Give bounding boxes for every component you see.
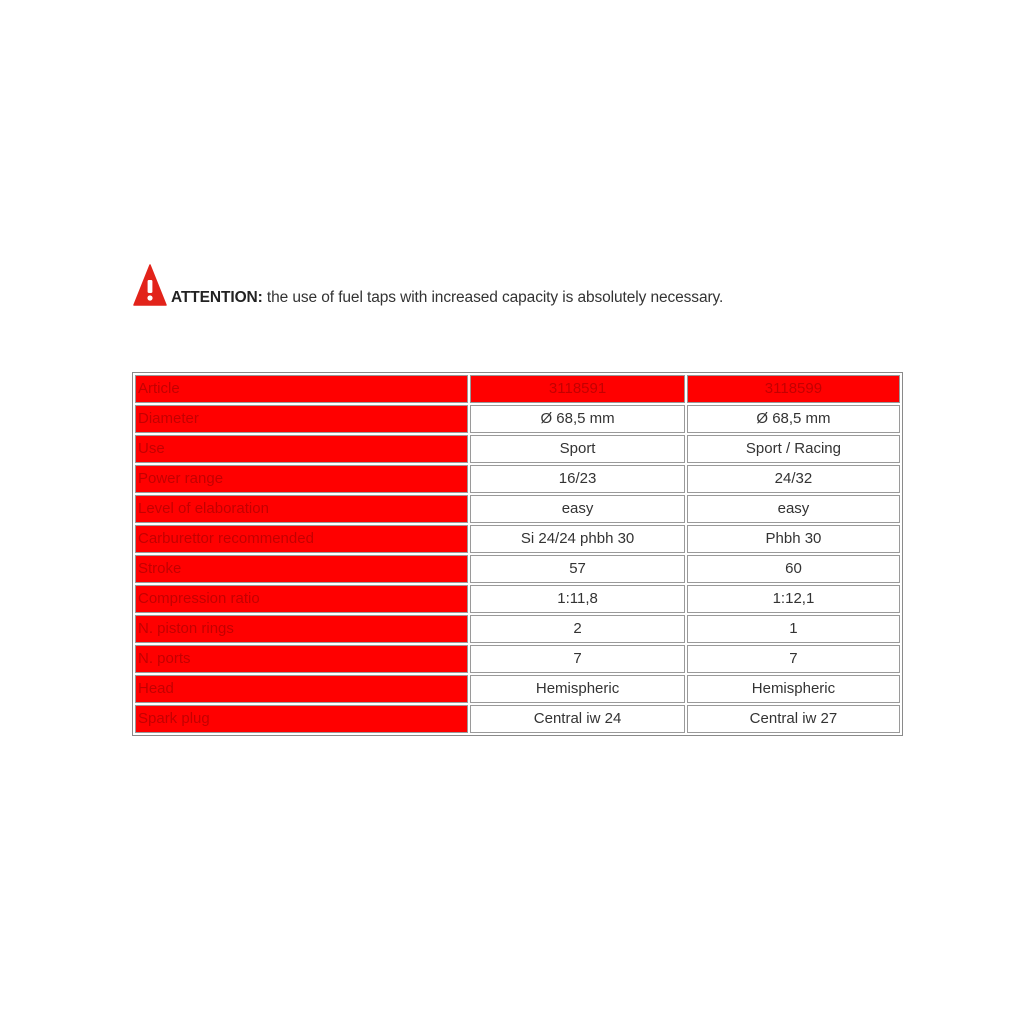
spec-table (132, 372, 903, 736)
warning-triangle-icon (133, 264, 167, 306)
row-value-cell-1: 16/23 (470, 465, 685, 493)
row-label-cell: N. ports (135, 645, 468, 673)
row-label-cell: Spark plug (135, 705, 468, 733)
attention-label: ATTENTION: (171, 288, 263, 306)
attention-message: the use of fuel taps with increased capacity is absolutely necessary. (262, 288, 724, 306)
row-value-cell-1: 1:11,8 (470, 585, 685, 613)
table-row (135, 675, 900, 703)
row-value-cell-1: 2 (470, 615, 685, 643)
table-row (135, 525, 900, 553)
row-value-cell-2: 24/32 (687, 465, 900, 493)
table-row (135, 495, 900, 523)
row-value-cell-2: 60 (687, 555, 900, 583)
table-row (135, 705, 900, 733)
table-row (135, 435, 900, 463)
row-value-cell-2: 1:12,1 (687, 585, 900, 613)
row-value-cell-2: Ø 68,5 mm (687, 405, 900, 433)
row-value-cell-2: easy (687, 495, 900, 523)
row-label-cell: Stroke (135, 555, 468, 583)
table-row (135, 615, 900, 643)
row-value-cell-1: Central iw 24 (470, 705, 685, 733)
row-label-cell: Level of elaboration (135, 495, 468, 523)
row-value-cell-2: Central iw 27 (687, 705, 900, 733)
row-value-cell-2: 1 (687, 615, 900, 643)
row-value-cell-1: Sport (470, 435, 685, 463)
table-row (135, 405, 900, 433)
attention-notice (133, 262, 723, 306)
header-label-cell: Article (135, 375, 468, 403)
row-label-cell: Power range (135, 465, 468, 493)
row-label-cell: Diameter (135, 405, 468, 433)
attention-text (171, 290, 723, 307)
row-label-cell: Compression ratio (135, 585, 468, 613)
row-value-cell-2: Sport / Racing (687, 435, 900, 463)
row-value-cell-1: Ø 68,5 mm (470, 405, 685, 433)
row-value-cell-1: 57 (470, 555, 685, 583)
header-article-3118591: 3118591 (470, 375, 685, 403)
table-row (135, 645, 900, 673)
row-value-cell-2: 7 (687, 645, 900, 673)
spec-table-body (135, 375, 900, 733)
header-article-3118599: 3118599 (687, 375, 900, 403)
table-row (135, 585, 900, 613)
row-label-cell: N. piston rings (135, 615, 468, 643)
row-value-cell-1: Hemispheric (470, 675, 685, 703)
row-label-cell: Head (135, 675, 468, 703)
table-header-row (135, 375, 900, 403)
row-value-cell-2: Phbh 30 (687, 525, 900, 553)
row-value-cell-1: Si 24/24 phbh 30 (470, 525, 685, 553)
row-value-cell-1: easy (470, 495, 685, 523)
row-value-cell-1: 7 (470, 645, 685, 673)
row-label-cell: Carburettor recommended (135, 525, 468, 553)
table-row (135, 555, 900, 583)
row-label-cell: Use (135, 435, 468, 463)
table-row (135, 465, 900, 493)
row-value-cell-2: Hemispheric (687, 675, 900, 703)
